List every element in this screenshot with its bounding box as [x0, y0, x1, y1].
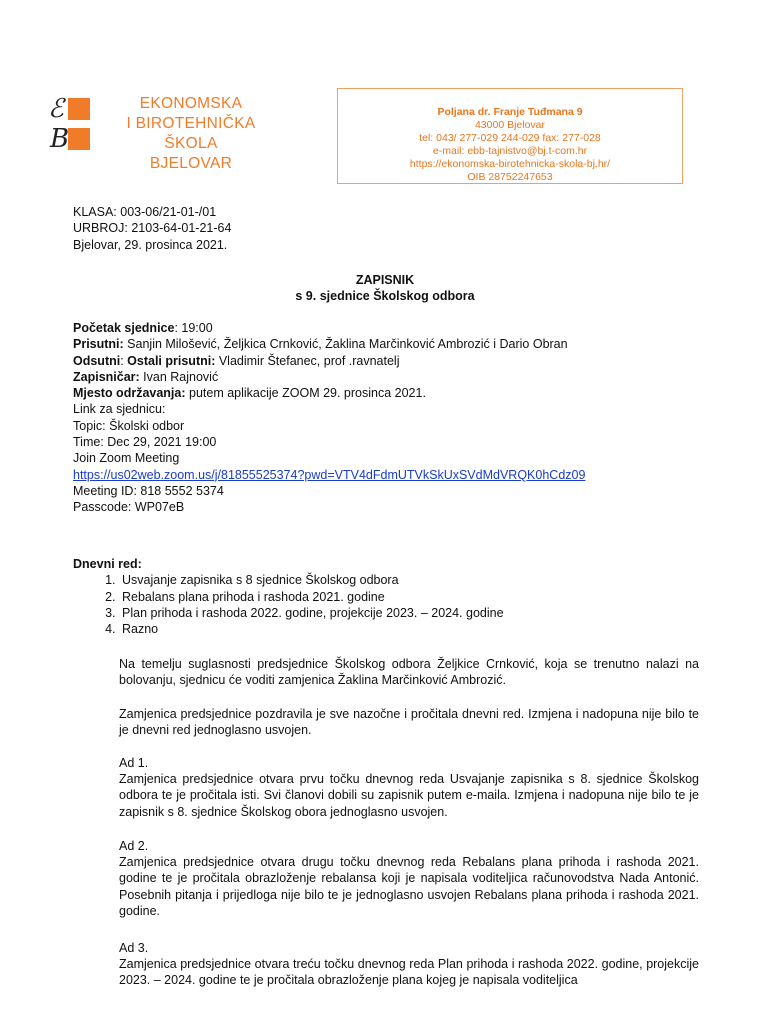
absent-sep: :: [120, 353, 128, 368]
zoom-link-line: [73, 467, 585, 483]
link-label: Link za sjednicu:: [73, 402, 166, 417]
recorder-line: [73, 369, 585, 385]
absent-line: [73, 353, 585, 369]
place-date: Bjelovar, 29. prosinca 2021.: [73, 237, 228, 252]
ad2-title: Ad 2.: [119, 839, 149, 853]
contact-box: [337, 88, 683, 184]
agenda-item: 1. Usvajanje zapisnika s 8 sjednice Školskog odbora: [119, 572, 504, 588]
agenda-label: [73, 556, 504, 572]
school-name-line-3: BJELOVAR: [149, 155, 233, 172]
contact-phone: tel: 043/ 277-029 244-029 fax: 277-028: [419, 132, 601, 144]
urbroj: URBROJ: 2103-64-01-21-64: [73, 221, 232, 236]
zoom-link[interactable]: https://us02web.zoom.us/j/81855525374?pwd=VTV4dFdmUTVkSkUxSVdMdVRQK0hCdz09: [73, 467, 586, 482]
zoom-meeting-id: Meeting ID: 818 5552 5374: [73, 483, 224, 498]
agenda-item: 4. Razno: [119, 621, 504, 637]
logo-letter-b: B: [50, 124, 70, 154]
paragraph-greeting: Zamjenica predsjednice pozdravila je sve nazočne i pročitala dnevni red. Izmjena i nadopuna nije bilo te je dnevni red jednoglasno usvojen.: [119, 707, 699, 738]
others-value: Vladimir Štefanec, prof .ravnatelj: [215, 353, 400, 368]
agenda-list: [73, 572, 504, 637]
agenda-label-text: Dnevni red:: [73, 557, 142, 571]
document-title: ZAPISNIK: [355, 273, 415, 287]
paragraph-chair: Na temelju suglasnosti predsjednice Školskog odbora Željkice Crnković, koja se trenutno nalazi na bolovanju, sjednicu će voditi zamjenica Žaklina Marčinković Ambrozić.: [119, 657, 699, 688]
contact-oib: OIB 28752247653: [467, 171, 553, 183]
location-label: Mjesto održavanja:: [73, 386, 186, 401]
agenda-item: 2. Rebalans plana prihoda i rashoda 2021. godine: [119, 589, 504, 605]
absent-label: Odsutni: [73, 353, 121, 368]
start-label: Početak sjednice: [73, 321, 175, 335]
present-label: Prisutni:: [73, 337, 124, 352]
zoom-passcode: Passcode: WP07eB: [73, 500, 185, 515]
logo-letter-e: ℰ: [48, 94, 64, 124]
document-subtitle: s 9. sjednice Školskog odbora: [295, 289, 475, 303]
school-name-line-1: EKONOMSKA: [139, 95, 243, 112]
ad3-title: Ad 3.: [119, 941, 149, 955]
ad1-title: Ad 1.: [119, 756, 149, 770]
zoom-join: Join Zoom Meeting: [73, 451, 180, 466]
ad3-text: Zamjenica predsjednice otvara treću točku dnevnog reda Plan prihoda i rashoda 2022. godine, projekcije 2023. – 2024. godine te je pročitala obrazloženje plana kojeg je napisala voditeljica: [119, 957, 699, 988]
school-name-line-2: I BIROTEHNIČKA ŠKOLA: [126, 115, 256, 152]
start-line: [73, 320, 585, 336]
zoom-topic: Topic: Školski odbor: [73, 418, 185, 433]
recorder-label: Zapisničar:: [73, 369, 140, 384]
school-logo: [46, 92, 286, 172]
klasa: KLASA: 003-06/21-01-/01: [73, 205, 217, 219]
agenda-item: 3. Plan prihoda i rashoda 2022. godine, projekcije 2023. – 2024. godine: [119, 605, 504, 621]
contact-address: Poljana dr. Franje Tuđmana 9: [437, 106, 583, 118]
location-value: putem aplikacije ZOOM 29. prosinca 2021.: [185, 386, 426, 401]
meeting-details: [73, 320, 585, 516]
school-name: [106, 94, 276, 174]
location-line: [73, 385, 585, 401]
others-label: Ostali prisutni:: [127, 353, 216, 368]
ad2-text: Zamjenica predsjednice otvara drugu točku dnevnog reda Rebalans plana prihoda i rashoda 2021. godine te je pročitala obrazloženje rebalansa koji je napisala voditeljica računovodstva Nada Antonić. Posebnih pitanja i prijedloga nije bilo te je jednoglasno usvojen Rebalans plana prihoda i rashoda 2021. godine.: [119, 855, 699, 918]
zoom-time: Time: Dec 29, 2021 19:00: [73, 435, 217, 450]
present-line: [73, 336, 585, 352]
start-value: : 19:00: [174, 321, 213, 335]
present-value: Sanjin Milošević, Željkica Crnković, Žaklina Marčinković Ambrozić i Dario Obran: [123, 337, 568, 352]
contact-web: https://ekonomska-birotehnicka-skola-bj.hr/: [409, 158, 611, 170]
ad1-text: Zamjenica predsjednice otvara prvu točku dnevnog reda Usvajanje zapisnika s 8. sjednice Školskog odbora te je pročitala isti. Svi članovi dobili su zapisnik putem e-maila. Izmjena i nadopuna nije bilo te je zapisnik s 8. sjednice Školskog obora jednoglasno usvojen.: [119, 772, 699, 819]
agenda: [73, 556, 504, 637]
document-meta: [73, 204, 231, 253]
contact-email: e-mail: ebb-tajnistvo@bj.t-com.hr: [432, 145, 588, 157]
contact-city: 43000 Bjelovar: [474, 119, 546, 131]
recorder-value: Ivan Rajnović: [139, 369, 219, 384]
logo-square-top: [68, 98, 90, 120]
logo-square-bottom: [68, 128, 90, 150]
